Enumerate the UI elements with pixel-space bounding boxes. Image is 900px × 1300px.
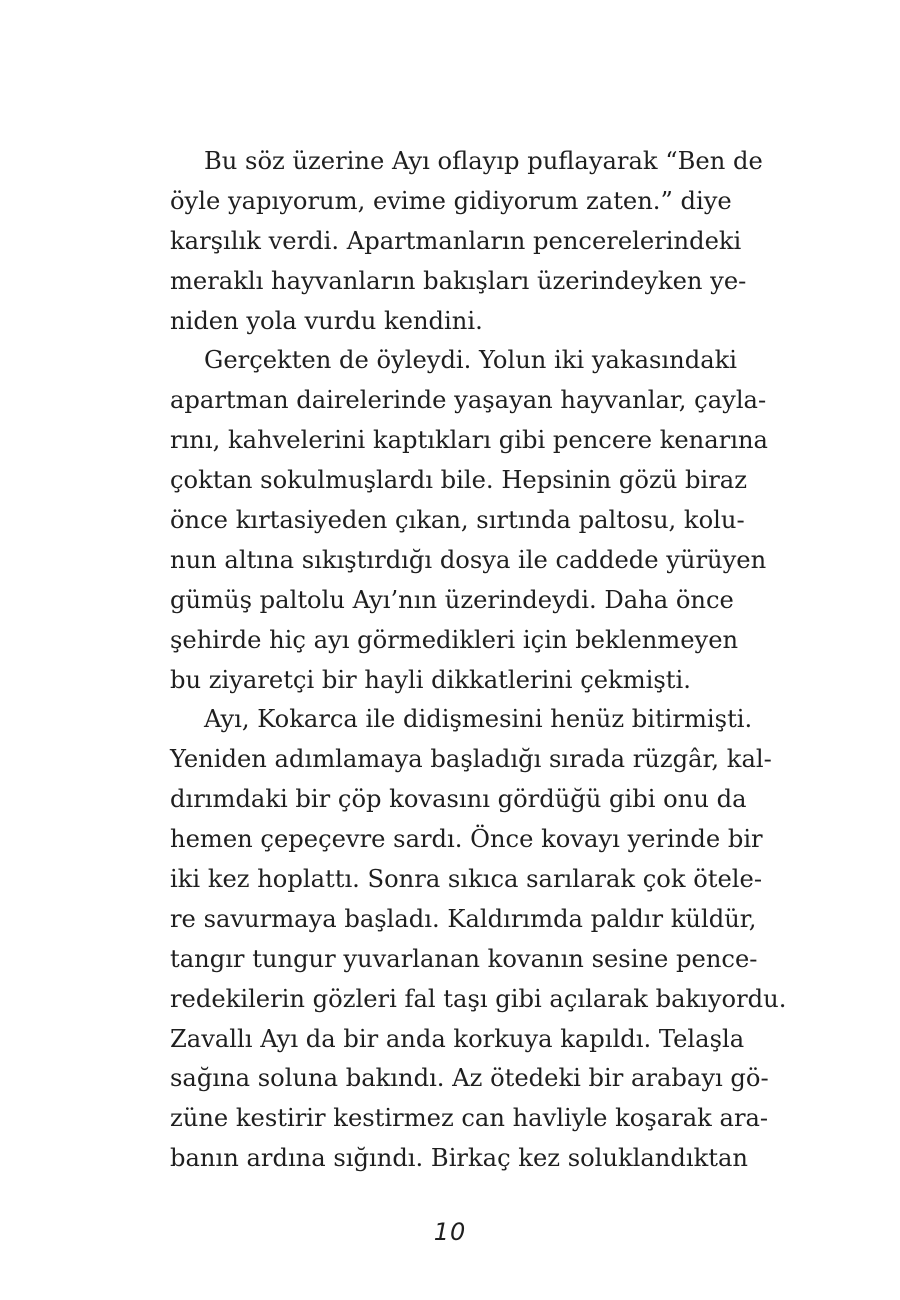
text-line: sağına soluna bakındı. Az ötedeki bir arabayı gö-	[170, 1064, 769, 1093]
text-line: iki kez hoplattı. Sonra sıkıca sarılarak çok ötele-	[170, 865, 763, 894]
text-line: Ayı, Kokarca ile didişmesini henüz bitirmişti.	[204, 705, 753, 734]
text-line: öyle yapıyorum, evime gidiyorum zaten.” diye	[170, 186, 732, 215]
text-line: meraklı hayvanların bakışları üzerindeyken ye-	[170, 266, 747, 295]
text-line: niden yola vurdu kendini.	[170, 306, 483, 335]
paragraph	[170, 341, 768, 700]
text-line: çoktan sokulmuşlardı bile. Hepsinin gözü biraz	[170, 466, 747, 495]
text-line: gümüş paltolu Ayı’nın üzerindeydi. Daha önce	[170, 585, 734, 614]
text-line: rını, kahvelerini kaptıkları gibi pencere kenarına	[170, 426, 768, 455]
text-line: dırımdaki bir çöp kovasını gördüğü gibi onu da	[170, 785, 747, 814]
text-line: züne kestirir kestirmez can havliyle koşarak ara-	[170, 1104, 769, 1133]
text-line: Gerçekten de öyleydi. Yolun iki yakasındaki	[204, 346, 738, 375]
paragraph	[170, 700, 787, 1179]
page-number: 10	[433, 1218, 467, 1246]
text-line: Yeniden adımlamaya başladığı sırada rüzgâr, kal-	[170, 745, 772, 774]
text-line: tangır tungur yuvarlanan kovanın sesine pence-	[170, 944, 758, 973]
text-line: önce kırtasiyeden çıkan, sırtında paltosu, kolu-	[170, 506, 745, 535]
text-line: re savurmaya başladı. Kaldırımda paldır küldür,	[170, 904, 757, 933]
text-line: şehirde hiç ayı görmedikleri için beklenmeyen	[170, 625, 739, 654]
text-line: Zavallı Ayı da bir anda korkuya kapıldı. Telaşla	[170, 1024, 745, 1053]
text-line: banın ardına sığındı. Birkaç kez soluklandıktan	[170, 1144, 748, 1173]
text-line: apartman dairelerinde yaşayan hayvanlar, çayla-	[170, 386, 767, 415]
body-text	[170, 142, 787, 1179]
text-line: Bu söz üzerine Ayı oflayıp puflayarak “Ben de	[204, 147, 763, 175]
text-line: nun altına sıkıştırdığı dosya ile caddede yürüyen	[170, 545, 767, 574]
text-line: karşılık verdi. Apartmanların pencerelerindeki	[170, 226, 742, 255]
text-line: hemen çepeçevre sardı. Önce kovayı yerinde bir	[170, 825, 763, 854]
text-line: bu ziyaretçi bir hayli dikkatlerini çekmişti.	[170, 665, 691, 694]
text-line: redekilerin gözleri fal taşı gibi açılarak bakıyordu.	[170, 984, 787, 1013]
paragraph	[170, 142, 763, 341]
